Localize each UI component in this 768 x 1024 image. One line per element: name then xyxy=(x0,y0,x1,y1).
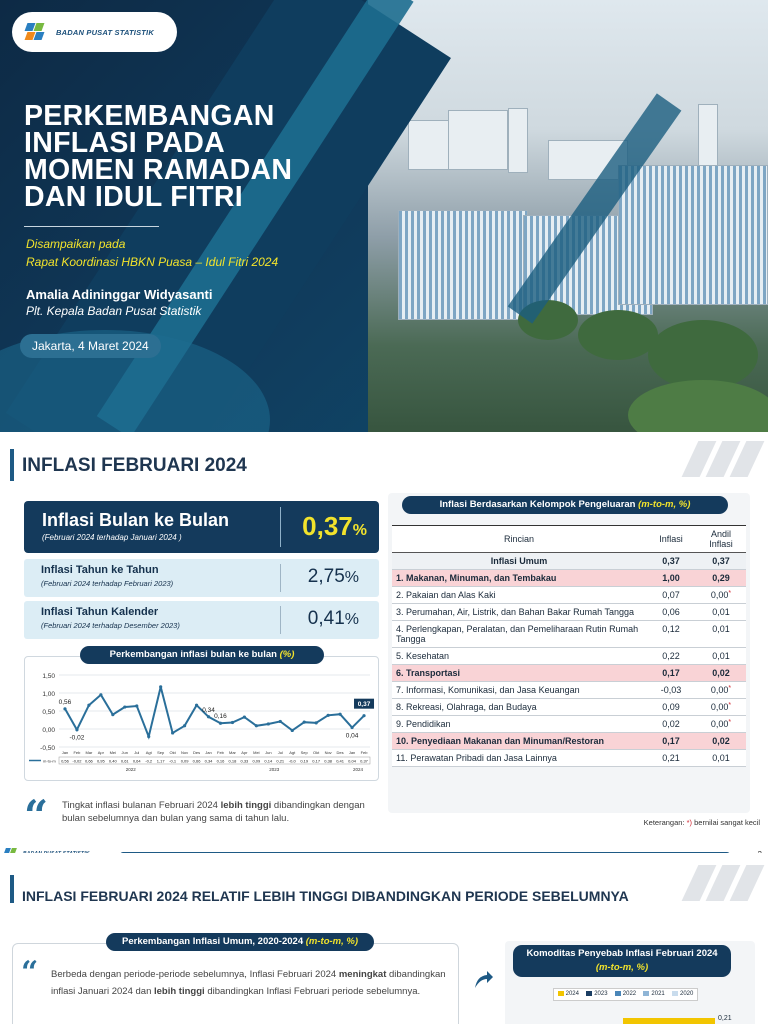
y-tick-label: 1,00 xyxy=(42,691,55,698)
legend-item: 2022 xyxy=(615,991,636,997)
card-divider xyxy=(280,507,281,547)
logo-text: BADAN PUSAT STATISTIK xyxy=(56,27,154,37)
x-tick-label: Jul xyxy=(277,750,283,755)
presenter-role: Plt. Kepala Badan Pusat Statistik xyxy=(26,304,202,318)
x-tick-label: Feb xyxy=(217,750,224,755)
x-tick-label: Agt xyxy=(289,750,296,755)
table-value: -0,0 xyxy=(288,758,296,764)
ytd-value: 0,41% xyxy=(307,608,359,629)
y-tick-label: 0,50 xyxy=(42,709,55,716)
row-inflasi: 0,02 xyxy=(646,716,696,733)
data-point xyxy=(291,729,294,732)
title-divider xyxy=(24,226,159,227)
general-inflation-box xyxy=(12,943,459,1024)
title-accent-bar xyxy=(10,449,14,481)
ytd-sub: (Februari 2024 terhadap Desember 2023) xyxy=(41,621,180,630)
x-tick-label: Agt xyxy=(145,750,152,755)
table-row xyxy=(392,604,746,621)
x-tick-label: Feb xyxy=(73,750,81,755)
presenter-name: Amalia Adininggar Widyasanti xyxy=(26,287,213,302)
row-label: Inflasi Umum xyxy=(392,553,646,570)
table-value: 0,95 xyxy=(96,758,105,764)
bps-logo-icon xyxy=(24,21,50,43)
data-point xyxy=(123,705,126,708)
x-tick-label: Okt xyxy=(169,750,176,755)
row-label: 8. Rekreasi, Olahraga, dan Budaya xyxy=(392,699,646,716)
data-point xyxy=(255,724,258,727)
table-row xyxy=(392,587,746,604)
data-point xyxy=(350,726,353,729)
table-value: -0,1 xyxy=(169,758,177,764)
row-label: 4. Perlengkapan, Peralatan, dan Pemeliharaan Rutin Rumah Tangga xyxy=(392,621,646,648)
table-value: 0,09 xyxy=(252,758,261,764)
y-tick-label: -0,50 xyxy=(40,745,55,752)
yoy-label: Inflasi Tahun ke Tahun xyxy=(41,564,159,576)
data-point xyxy=(159,685,162,688)
table-row xyxy=(392,750,746,767)
arrow-icon xyxy=(471,968,495,992)
legend-item: 2024 xyxy=(558,991,579,997)
data-point xyxy=(195,704,198,707)
table-value: 0,61 xyxy=(120,758,129,764)
card-divider xyxy=(280,606,281,634)
card-divider xyxy=(280,564,281,592)
row-inflasi: 0,09 xyxy=(646,699,696,716)
x-tick-label: Nov xyxy=(181,750,189,755)
quote-icon: “ xyxy=(21,955,39,990)
mom-chart-box xyxy=(24,656,379,781)
table-value: 0,21 xyxy=(276,758,285,764)
row-label: 2. Pakaian dan Alas Kaki xyxy=(392,587,646,604)
highlight-label: 0,37 xyxy=(357,701,371,709)
x-tick-label: Apr xyxy=(97,750,104,755)
x-tick-label: Jun xyxy=(265,750,272,755)
table-value: 0,66 xyxy=(192,758,201,764)
yoy-sub: (Februari 2024 terhadap Februari 2023) xyxy=(41,579,174,588)
data-point xyxy=(75,728,78,731)
quote-icon: “ xyxy=(24,791,49,840)
row-label: 10. Penyediaan Makanan dan Minuman/Restoran xyxy=(392,733,646,750)
year-label: 2023 xyxy=(269,767,280,772)
table-value: 0,19 xyxy=(300,758,309,764)
table-value: 0,33 xyxy=(240,758,249,764)
x-tick-label: Jan xyxy=(61,750,69,755)
row-andil: 0,01 xyxy=(696,648,746,665)
data-label: 0,16 xyxy=(214,713,227,721)
data-point xyxy=(315,721,318,724)
data-point xyxy=(147,735,150,738)
presented-at-line-1: Disampaikan pada xyxy=(26,237,126,251)
slide-title: INFLASI FEBRUARI 2024 RELATIF LEBIH TINGGI DIBANDINGKAN PERIODE SEBELUMNYA xyxy=(22,888,629,904)
x-tick-label: Mei xyxy=(109,750,117,755)
row-inflasi: 0,17 xyxy=(646,665,696,682)
table-value: 0,16 xyxy=(216,758,225,764)
commodity-bar-value: 0,21 xyxy=(718,1015,732,1022)
data-label: 0,56 xyxy=(58,698,72,706)
data-point xyxy=(63,707,66,710)
row-inflasi: -0,03 xyxy=(646,682,696,699)
data-point xyxy=(243,716,246,719)
decor-stripes xyxy=(680,865,766,905)
commodity-header: Komoditas Penyebab Inflasi Februari 2024 (m-to-m, %) xyxy=(513,945,731,977)
date-badge: Jakarta, 4 Maret 2024 xyxy=(20,334,161,358)
table-value: 0,64 xyxy=(132,758,141,764)
row-inflasi: 0,12 xyxy=(646,621,696,648)
slide-inflation-feb xyxy=(0,433,768,853)
table-value: 0,41 xyxy=(336,758,344,764)
legend-label: m-to-m xyxy=(43,758,56,764)
x-tick-label: Jan xyxy=(348,750,356,755)
slide-title: INFLASI FEBRUARI 2024 xyxy=(22,455,247,476)
table-row xyxy=(392,682,746,699)
quote-text: Tingkat inflasi bulanan Februari 2024 lebih tinggi dibandingkan dengan bulan sebelumnya dan bulan yang sama di tahun lalu. xyxy=(62,800,365,824)
table-value: 0,14 xyxy=(264,758,273,764)
table-value: 1,17 xyxy=(156,758,165,764)
data-point xyxy=(362,714,365,717)
row-inflasi: 0,06 xyxy=(646,604,696,621)
ytd-label: Inflasi Tahun Kalender xyxy=(41,606,159,618)
data-point xyxy=(303,721,306,724)
table-value: 0,34 xyxy=(204,758,213,764)
x-tick-label: Jun xyxy=(121,750,129,755)
table-row xyxy=(392,621,746,648)
legend-item: 2020 xyxy=(672,991,693,997)
row-inflasi: 0,17 xyxy=(646,733,696,750)
presented-at-line-2: Rapat Koordinasi HBKN Puasa – Idul Fitri 2024 xyxy=(26,255,279,269)
x-tick-label: Des xyxy=(336,750,344,755)
row-andil: 0,00* xyxy=(696,716,746,733)
table-row xyxy=(392,665,746,682)
table-value: 0,56 xyxy=(61,758,69,764)
row-andil: 0,00* xyxy=(696,699,746,716)
row-label: 3. Perumahan, Air, Listrik, dan Bahan Bakar Rumah Tangga xyxy=(392,604,646,621)
x-tick-label: Mar xyxy=(85,750,93,755)
x-tick-label: Sep xyxy=(157,750,165,755)
table-row xyxy=(392,648,746,665)
data-point xyxy=(219,722,222,725)
row-inflasi: 1,00 xyxy=(646,570,696,587)
row-label: 1. Makanan, Minuman, dan Tembakau xyxy=(392,570,646,587)
data-point xyxy=(171,731,174,734)
row-andil: 0,01 xyxy=(696,750,746,767)
table-header: Inflasi Berdasarkan Kelompok Pengeluaran (m-to-m, %) xyxy=(402,496,728,514)
commodity-bar xyxy=(623,1018,715,1024)
mom-inflation-card xyxy=(24,501,379,553)
x-tick-label: Feb xyxy=(360,750,368,755)
commodity-legend xyxy=(553,988,698,1001)
row-inflasi: 0,22 xyxy=(646,648,696,665)
table-value: 0,40 xyxy=(108,758,117,764)
y-tick-label: 1,50 xyxy=(42,673,55,680)
table-value: -0,02 xyxy=(72,758,82,764)
data-point xyxy=(267,722,270,725)
x-tick-label: Sep xyxy=(300,750,308,755)
data-point xyxy=(87,704,90,707)
yoy-inflation-card xyxy=(24,559,379,597)
table-note: Keterangan: *) bernilai sangat kecil xyxy=(643,818,760,827)
data-point xyxy=(279,720,282,723)
table-value: 0,17 xyxy=(312,758,321,764)
row-andil: 0,02 xyxy=(696,733,746,750)
table-header-row xyxy=(392,526,746,553)
col-rincian: Rincian xyxy=(392,526,646,553)
x-tick-label: Mei xyxy=(253,750,260,755)
yoy-value: 2,75% xyxy=(307,566,359,587)
table-value: 0,04 xyxy=(348,758,356,764)
table-row xyxy=(392,570,746,587)
cover-title: PERKEMBANGAN INFLASI PADA MOMEN RAMADAN DAN IDUL FITRI xyxy=(24,100,293,213)
row-andil: 0,02 xyxy=(696,665,746,682)
table-value: 0,66 xyxy=(85,758,93,764)
table-value: 0,18 xyxy=(228,758,237,764)
table-row xyxy=(392,733,746,750)
inflation-table xyxy=(392,525,746,767)
year-label: 2022 xyxy=(125,767,136,772)
mom-value: 0,37% xyxy=(302,511,367,541)
data-point xyxy=(183,724,186,727)
row-andil: 0,01 xyxy=(696,604,746,621)
row-inflasi: 0,37 xyxy=(646,553,696,570)
data-point xyxy=(338,713,341,716)
decor-stripes xyxy=(680,441,766,481)
data-point xyxy=(231,721,234,724)
data-label: 0,04 xyxy=(345,732,359,740)
row-label: 11. Perawatan Pribadi dan Jasa Lainnya xyxy=(392,750,646,767)
data-point xyxy=(207,715,210,718)
data-point xyxy=(111,713,114,716)
mom-label: Inflasi Bulan ke Bulan xyxy=(42,510,230,530)
legend-item: 2021 xyxy=(643,991,664,997)
x-tick-label: Jul xyxy=(134,750,140,755)
bps-logo xyxy=(12,12,177,52)
x-tick-label: Nov xyxy=(324,750,332,755)
table-row xyxy=(392,716,746,733)
row-label: 5. Kesehatan xyxy=(392,648,646,665)
col-andil: Andil Inflasi xyxy=(696,526,746,553)
ytd-inflation-card xyxy=(24,601,379,639)
chart-header: Perkembangan inflasi bulan ke bulan (%) xyxy=(80,646,324,664)
mom-sub: (Februari 2024 terhadap Januari 2024 ) xyxy=(42,533,182,542)
x-tick-label: Jan xyxy=(205,750,212,755)
x-tick-label: Des xyxy=(192,750,201,755)
x-tick-label: Mar xyxy=(228,750,236,755)
data-label: 0,34 xyxy=(202,706,215,714)
data-point xyxy=(99,693,102,696)
cover-slide xyxy=(0,0,768,432)
table-row xyxy=(392,699,746,716)
row-label: 7. Informasi, Komunikasi, dan Jasa Keuangan xyxy=(392,682,646,699)
row-andil: 0,29 xyxy=(696,570,746,587)
row-inflasi: 0,07 xyxy=(646,587,696,604)
x-tick-label: Okt xyxy=(313,750,320,755)
row-andil: 0,37 xyxy=(696,553,746,570)
row-label: 6. Transportasi xyxy=(392,665,646,682)
y-tick-label: 0,00 xyxy=(42,727,55,734)
mom-line-chart xyxy=(25,657,378,780)
col-inflasi: Inflasi xyxy=(646,526,696,553)
row-andil: 0,00* xyxy=(696,682,746,699)
data-label: -0,02 xyxy=(69,734,85,742)
data-point xyxy=(135,704,138,707)
table-row xyxy=(392,553,746,570)
row-label: 9. Pendidikan xyxy=(392,716,646,733)
row-andil: 0,01 xyxy=(696,621,746,648)
table-value: -0,2 xyxy=(145,758,153,764)
comparison-text: Berbeda dengan periode-periode sebelumnya, Inflasi Februari 2024 meningkat dibandingkan inflasi Januari 2024 dan lebih tinggi dibandingkan Inflasi Februari periode sebelumnya. xyxy=(51,969,446,997)
data-point xyxy=(327,714,330,717)
table-value: 0,38 xyxy=(324,758,333,764)
row-inflasi: 0,21 xyxy=(646,750,696,767)
title-accent-bar xyxy=(10,875,14,903)
box-header: Perkembangan Inflasi Umum, 2020-2024 (m-to-m, %) xyxy=(106,933,374,951)
legend-item: 2023 xyxy=(586,991,607,997)
table-value: 0,09 xyxy=(180,758,189,764)
year-label: 2024 xyxy=(353,767,364,772)
row-andil: 0,00* xyxy=(696,587,746,604)
table-value: 0,37 xyxy=(360,758,368,764)
x-tick-label: Apr xyxy=(241,750,248,755)
